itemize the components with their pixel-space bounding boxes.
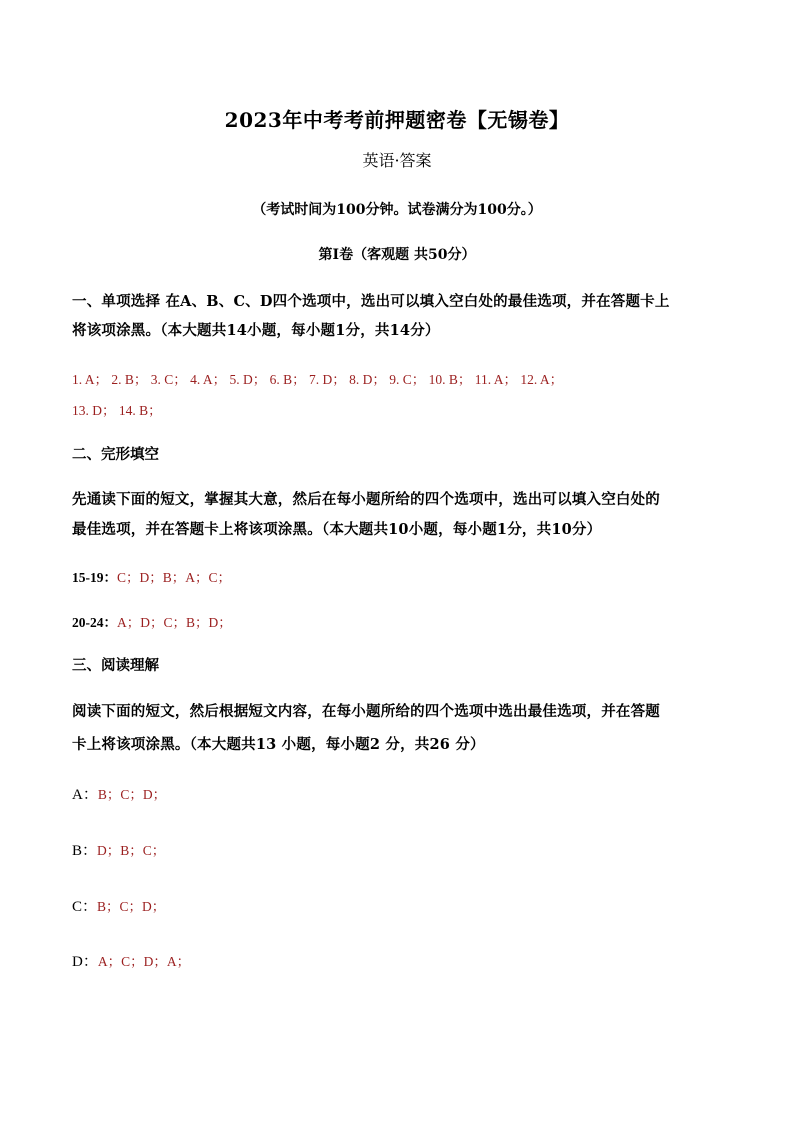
section2-group1-label: 15-19： [72,570,117,585]
section3-group-b [72,839,165,860]
section2-group2-label: 20-24： [72,615,117,630]
section3-group-d [72,950,190,971]
section3-heading: 三、阅读理解 [72,657,159,674]
section3-group-d-answers: A；C；D；A； [97,954,191,969]
page-title: 2023年中考考前押题密卷【无锡卷】 [224,108,570,132]
section2-group2-answers: A；D；C；B；D； [117,615,232,630]
section3-group-c-answers: B；C；D； [97,899,166,914]
section3-group-a-label: A： [72,787,98,803]
section3-group-b-label: B： [72,843,98,859]
page-subtitle: 英语·答案 [362,151,432,170]
section2-group1 [72,566,231,586]
section2-heading: 二、完形填空 [72,446,159,463]
section3-group-c [72,895,165,916]
section1-answers-line2: 13. D； 14. B； [72,403,162,418]
section3-group-a-answers: B；C；D； [97,787,167,802]
exam-note: （考试时间为100分钟。试卷满分为100分。） [252,202,542,218]
section3-group-a [72,783,166,804]
section2-instruction-line2: 最佳选项，并在答题卡上将该项涂黑。（本大题共10小题，每小题1分，共10分） [72,521,602,538]
section1-answers-line1: 1. A； 2. B； 3. C； 4. A； 5. D； 6. B； 7. D； 8. D； 9. C； 10. B； 11. A； 12. A； [72,372,564,387]
section3-group-d-label: D： [72,954,98,970]
section1-instruction-line2: 将该项涂黑。（本大题共14小题，每小题1分，共14分） [72,322,440,339]
section3-instruction-line1: 阅读下面的短文，然后根据短文内容，在每小题所给的四个选项中选出最佳选项，并在答题 [72,703,660,720]
section3-instruction-line2: 卡上将该项涂黑。（本大题共13 小题，每小题2 分，共26 分） [72,736,485,753]
section3-group-b-answers: D；B；C； [97,843,166,858]
section3-group-c-label: C： [72,899,98,915]
section1-instruction-line1: 一、单项选择 在A、B、C、D四个选项中，选出可以填入空白处的最佳选项，并在答题卡上 [72,293,670,310]
part-title: 第Ⅰ卷（客观题 共50分） [318,247,476,263]
section2-instruction-line1: 先通读下面的短文，掌握其大意，然后在每小题所给的四个选项中，选出可以填入空白处的 [72,491,660,508]
section2-group1-answers: C；D；B；A；C； [117,570,232,585]
section2-group2 [72,611,232,631]
